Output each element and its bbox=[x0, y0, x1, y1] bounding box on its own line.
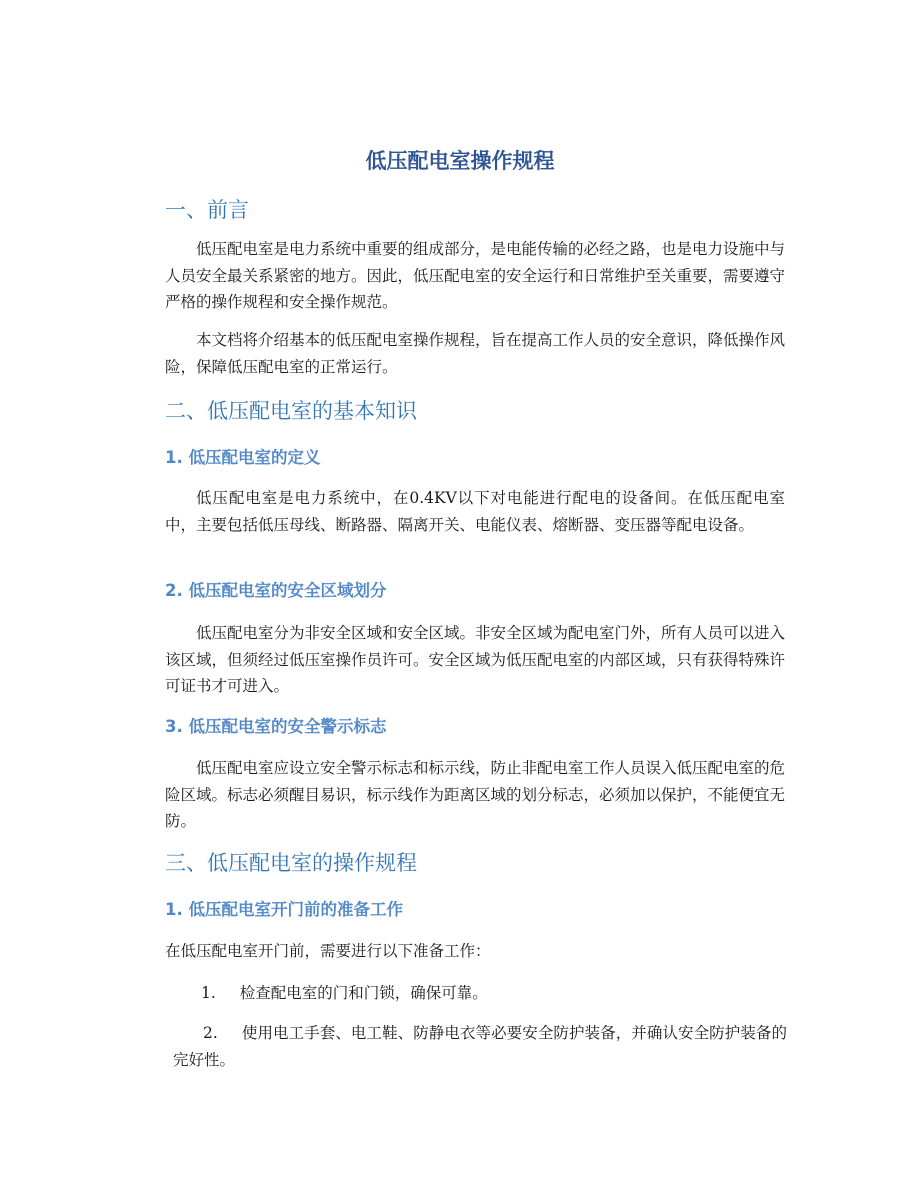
paragraph: 低压配电室是电力系统中，在0.4KV以下对电能进行配电的设备间。在低压配电室中，主要包括低压母线、断路器、隔离开关、电能仪表、熔断器、变压器等配电设备。 bbox=[165, 489, 785, 534]
paragraph: 本文档将介绍基本的低压配电室操作规程，旨在提高工作人员的安全意识，降低操作风险，保障低压配电室的正常运行。 bbox=[165, 331, 786, 376]
list-item bbox=[165, 1020, 787, 1073]
paragraph: 低压配电室分为非安全区域和安全区域。非安全区域为配电室门外，所有人员可以进入该区域，但须经过低压室操作员许可。安全区域为低压配电室的内部区域，只有获得特殊许可证书才可进入。 bbox=[165, 624, 786, 695]
paragraph: 低压配电室是电力系统中重要的组成部分，是电能传输的必经之路，也是电力设施中与人员安全最关系紧密的地方。因此，低压配电室的安全运行和日常维护至关重要，需要遵守严格的操作规程和安全操作规范。 bbox=[165, 240, 786, 311]
section-heading-preface: 一、前言 bbox=[165, 198, 249, 222]
intro-text: 在低压配电室开门前，需要进行以下准备工作： bbox=[165, 942, 491, 960]
subsection-heading-warning-signs: 3. 低压配电室的安全警示标志 bbox=[165, 717, 387, 736]
paragraph: 低压配电室应设立安全警示标志和标示线，防止非配电室工作人员误入低压配电室的危险区域。标志必须醒目易识，标示线作为距离区域的划分标志，必须加以保护，不能便宜无防。 bbox=[165, 759, 786, 830]
list-item-text: 使用电工手套、电工鞋、防静电衣等必要安全防护装备，并确认安全防护装备的完好性。 bbox=[173, 1024, 787, 1069]
section-heading-procedures: 三、低压配电室的操作规程 bbox=[165, 851, 417, 875]
subsection-heading-preparation: 1. 低压配电室开门前的准备工作 bbox=[165, 900, 403, 919]
list-item-text: 检查配电室的门和门锁，确保可靠。 bbox=[239, 984, 488, 1002]
subsection-heading-safety-zones: 2. 低压配电室的安全区域划分 bbox=[165, 581, 387, 600]
list-item-number: 2. bbox=[203, 1024, 218, 1042]
document-title: 低压配电室操作规程 bbox=[365, 149, 555, 173]
subsection-heading-definition: 1. 低压配电室的定义 bbox=[165, 448, 321, 467]
section-heading-basics: 二、低压配电室的基本知识 bbox=[165, 399, 417, 423]
list-item bbox=[165, 980, 785, 1007]
list-item-number: 1. bbox=[201, 984, 216, 1002]
